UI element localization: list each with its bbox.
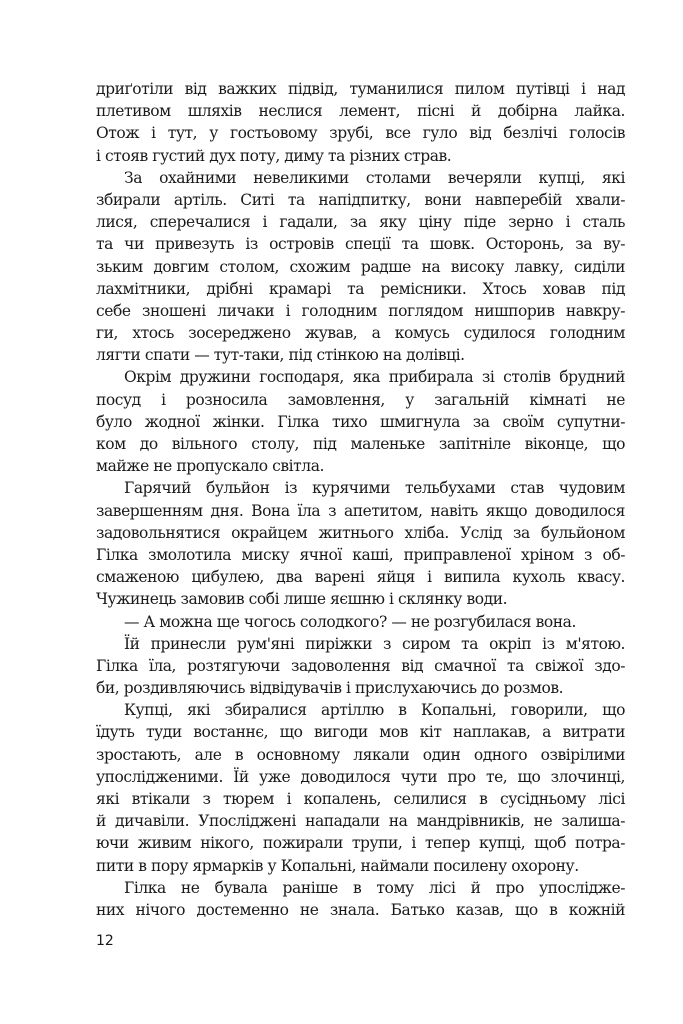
text-line: ючи живим нікого, пожирали трупи, і тепер купці, щоб потра- (96, 834, 625, 853)
text-line: лися, сперечалися і гадали, за яку ціну піде зерно і сталь (96, 213, 625, 232)
text-line: Гілка змолотила миску ячної каші, приправленої хріном з об- (96, 545, 625, 564)
text-line: зростають, але в основному лякали один одного озвірілими (96, 745, 625, 764)
text-line: Гілка не бувала раніше в тому лісі й про упосліджe- (124, 878, 625, 897)
text-line: майже не пропускало світла. (96, 457, 324, 476)
text-line: ком до вільного столу, під маленьке запітніле віконце, що (96, 435, 625, 453)
text-line: зьким довгим столом, схожим радше на високу лавку, сиділи (96, 257, 625, 276)
text-line: збирали артіль. Ситі та напідпитку, вони навперебій хвали- (96, 190, 625, 209)
text-line: та чи привезуть із островів спеції та шовк. Осторонь, за ву- (96, 235, 625, 254)
text-line: й дичавіли. Упосліджені нападали на мандрівників, не залиша- (96, 812, 625, 831)
text-line: лахмітники, дрібні крамарі та ремісники. Хтось ховав під (96, 279, 625, 298)
page-number: 12 (96, 933, 114, 949)
text-line: було жодної жінки. Гілка тихо шмигнула за своїм супутни- (96, 412, 625, 431)
text-line: Чужинець замовив собі лише яєшню і склянку води. (96, 590, 508, 609)
text-line: задовольнятися окрайцем житнього хліба. Услід за бульйоном (96, 523, 625, 542)
body-text (96, 78, 625, 921)
text-line: завершенням дня. Вона їла з апетитом, навіть якщо доводилося (96, 501, 625, 520)
text-line: плетивом шляхів неслися лемент, пісні й добірна лайка. (96, 102, 625, 121)
text-line: За охайними невеликими столами вечеряли купці, які (124, 168, 625, 187)
text-line: ги, хтось зосереджено жував, а комусь судилося голодним (96, 324, 625, 343)
text-line: Купці, які збиралися артіллю в Копальні, говорили, що (124, 701, 625, 720)
text-line: Гілка їла, розтягуючи задоволення від смачної та свіжої здо- (96, 656, 625, 675)
text-line: пити в пору ярмарків у Копальні, наймали посилену охорону. (96, 856, 579, 875)
text-line: Отож і тут, у гостьовому зрубі, все гуло від безлічі голосів (96, 124, 625, 143)
text-line: — А можна ще чогось солодкого? — не розгубилася вона. (124, 612, 576, 631)
text-line: би, роздивляючись відвідувачів і прислухаючись до розмов. (96, 679, 564, 698)
text-line: смаженою цибулею, два варені яйця і випила кухоль квасу. (96, 568, 625, 587)
text-line: Гарячий бульйон із курячими тельбухами став чудовим (124, 479, 625, 498)
text-line: себе зношені личаки і голодним поглядом нишпорив навкру- (96, 301, 625, 320)
text-line: упослідженими. Їй уже доводилося чути про те, що злочинці, (96, 767, 625, 786)
text-line: Окрім дружини господаря, яка прибирала зі столів брудний (124, 368, 625, 387)
text-line: і стояв густий дух поту, диму та різних страв. (96, 146, 452, 165)
text-line: посуд і розносила замовлення, у загальній кімнаті не (96, 390, 625, 409)
text-line: їдуть туди востаннє, що вигоди мов кіт наплакав, а витрати (96, 723, 625, 742)
text-line: них нічого достеменно не знала. Батько казав, що в кожній (96, 900, 625, 919)
text-line: які втікали з тюрем і копалень, селилися в сусідньому лісі (96, 790, 625, 808)
text-line: лягти спати — тут-таки, під стінкою на долівці. (96, 346, 465, 365)
text-line: дриґотіли від важких підвід, туманилися пилом путівці і над (96, 80, 625, 98)
text-line: Їй принесли рум'яні пиріжки з сиром та окріп із м'ятою. (124, 634, 625, 653)
